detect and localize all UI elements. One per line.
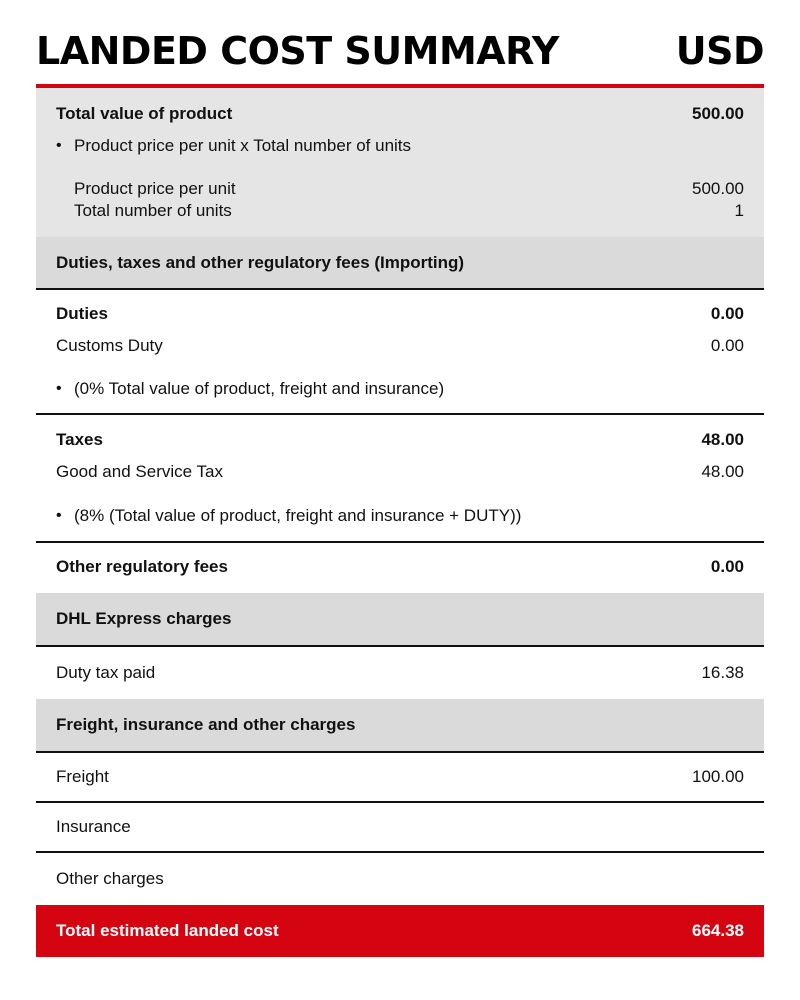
other-charges-row <box>36 853 764 905</box>
other-fees-section <box>36 543 764 593</box>
duty-tax-row <box>36 647 764 699</box>
gst-label: Good and Service Tax <box>56 462 223 481</box>
freight-value: 100.00 <box>692 767 744 786</box>
duties-amount: 0.00 <box>710 304 744 323</box>
other-fees-label: Other regulatory fees <box>56 557 228 576</box>
freight-row <box>36 753 764 801</box>
importing-heading-section <box>36 237 764 288</box>
importing-heading: Duties, taxes and other regulatory fees (Importing) <box>56 253 465 272</box>
freight-label: Freight <box>56 767 109 786</box>
taxes-label: Taxes <box>56 430 103 449</box>
duty-tax-label: Duty tax paid <box>56 663 156 682</box>
duties-note: (0% Total value of product, freight and insurance) <box>74 379 445 398</box>
customs-duty-label: Customs Duty <box>56 336 163 355</box>
bullet-icon: • <box>56 137 62 154</box>
taxes-amount: 48.00 <box>701 430 744 449</box>
currency-label: USD <box>675 29 764 73</box>
product-formula: Product price per unit x Total number of units <box>74 136 412 155</box>
landed-cost-summary <box>36 0 764 940</box>
price-per-unit-value: 500.00 <box>692 179 744 198</box>
duties-label: Duties <box>56 304 108 323</box>
total-label: Total estimated landed cost <box>56 921 279 940</box>
taxes-note: (8% (Total value of product, freight and insurance + DUTY)) <box>74 506 522 525</box>
bullet-icon: • <box>56 507 62 524</box>
price-per-unit-label: Product price per unit <box>74 179 236 198</box>
total-bar <box>36 905 764 957</box>
insurance-label: Insurance <box>56 817 131 836</box>
summary-header <box>36 0 764 84</box>
duty-tax-value: 16.38 <box>701 663 744 682</box>
dhl-heading: DHL Express charges <box>56 609 232 628</box>
freight-heading-section <box>36 699 764 751</box>
insurance-row <box>36 803 764 851</box>
product-value-section <box>36 88 764 237</box>
bullet-icon: • <box>56 380 62 397</box>
product-value-amount: 500.00 <box>692 104 744 123</box>
duties-section <box>36 290 764 413</box>
customs-duty-value: 0.00 <box>710 336 744 355</box>
gst-value: 48.00 <box>701 462 744 481</box>
other-charges-label: Other charges <box>56 869 164 888</box>
units-value: 1 <box>734 201 744 220</box>
other-fees-amount: 0.00 <box>710 557 744 576</box>
taxes-section <box>36 415 764 541</box>
freight-heading: Freight, insurance and other charges <box>56 715 356 734</box>
units-label: Total number of units <box>74 201 232 220</box>
product-value-label: Total value of product <box>56 104 233 123</box>
dhl-heading-section <box>36 593 764 645</box>
page-title: LANDED COST SUMMARY <box>36 29 559 73</box>
total-amount: 664.38 <box>692 921 744 940</box>
